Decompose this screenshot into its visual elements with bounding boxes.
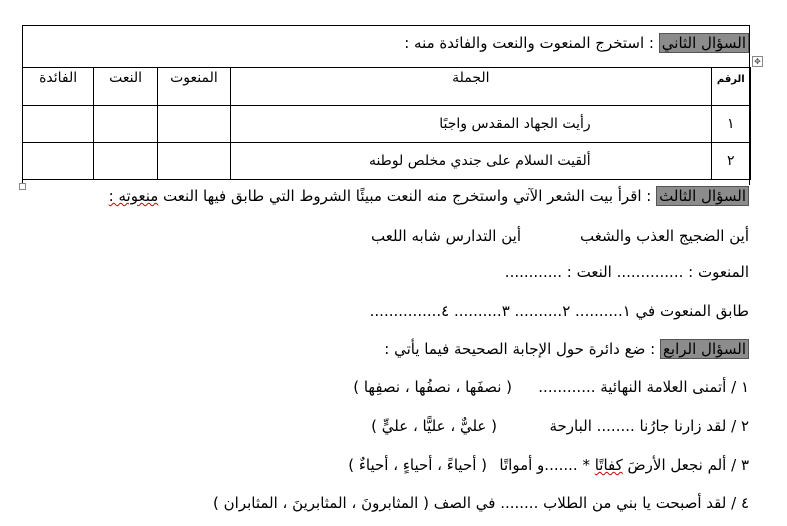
row-num: ١	[711, 106, 750, 143]
q4-item-3-options[interactable]: ( أحياءً ، أحياءٍ ، أحياءٌ )	[348, 456, 487, 474]
q4-item-2-stem: ٢ / لقد زارنا جارُنا ........ البارحة	[549, 417, 749, 435]
verse-second-hemistich: أين التدارس شابه اللعب	[371, 227, 521, 245]
q2-table	[22, 67, 751, 180]
q3-label: السؤال الثالث	[656, 186, 749, 206]
header-num: الرقم	[711, 68, 750, 106]
table-row	[23, 106, 751, 143]
q3-heading	[109, 186, 749, 206]
header-sentence: الجملة	[230, 68, 711, 106]
q4-item-3-squiggle-word: كفاتًا	[594, 456, 623, 474]
q4-item-1-stem: ١ / أتمنى العلامة النهائية ............	[538, 378, 749, 396]
row-faida-cell[interactable]	[23, 106, 94, 143]
q4-label: السؤال الرابع	[660, 339, 749, 359]
header-manout: المنعوت	[157, 68, 230, 106]
q4-item-1-options[interactable]: ( نصفَها ، نصفُها ، نصفِها )	[353, 378, 512, 396]
resize-handle-icon[interactable]	[19, 183, 26, 190]
q2-label: السؤال الثاني	[659, 33, 749, 53]
q3-instruction: : اقرأ بيت الشعر الآتي واستخرج منه النعت مبيئًا الشروط التي طابق فيها النعت	[158, 187, 652, 205]
table-header-row	[23, 68, 751, 106]
frame-top-border	[22, 25, 750, 26]
header-naat: النعت	[94, 68, 158, 106]
verse-first-hemistich: أين الضجيج العذب والشغب	[580, 227, 749, 245]
header-faida: الفائدة	[23, 68, 94, 106]
table-row	[23, 143, 751, 180]
move-anchor-icon[interactable]: ✥	[752, 56, 763, 67]
q4-instruction: : ضع دائرة حول الإجابة الصحيحة فيما يأتي :	[384, 340, 656, 358]
q3-instruction-tail: منعوته :	[108, 187, 159, 205]
q4-item-4-options[interactable]: ( المثابرونَ ، المثابرينَ ، المثابران )	[213, 494, 429, 512]
row-manout-cell[interactable]	[157, 143, 230, 180]
q4-item-3-stem: ٣ / ألم نجعل الأرضَ كفاتًا * .......و أمواتًا	[499, 456, 749, 474]
row-num: ٢	[711, 143, 750, 180]
row-naat-cell[interactable]	[94, 143, 158, 180]
q4-heading	[384, 339, 749, 359]
row-sentence: رأيت الجهاد المقدس واجبًا	[230, 106, 711, 143]
q4-item-4	[213, 493, 749, 513]
row-naat-cell[interactable]	[94, 106, 158, 143]
q3-match-line: طابق المنعوت في ١.......... ٢.......... ٣.......... ٤...............	[369, 302, 749, 320]
q3-fill-line: المنعوت : .............. النعت : ............	[504, 263, 749, 281]
row-manout-cell[interactable]	[157, 106, 230, 143]
q2-heading	[404, 33, 749, 53]
row-faida-cell[interactable]	[23, 143, 94, 180]
q4-item-4-stem: ٤ / لقد أصبحت يا بني من الطلاب ........ في الصف	[433, 494, 749, 512]
row-sentence: ألقيت السلام على جندي مخلص لوطنه	[230, 143, 711, 180]
q2-instruction: : استخرج المنعوت والنعت والفائدة منه :	[404, 34, 654, 52]
q4-item-2-options[interactable]: ( عليٌّ ، عليًّا ، عليٍّ )	[371, 417, 497, 435]
